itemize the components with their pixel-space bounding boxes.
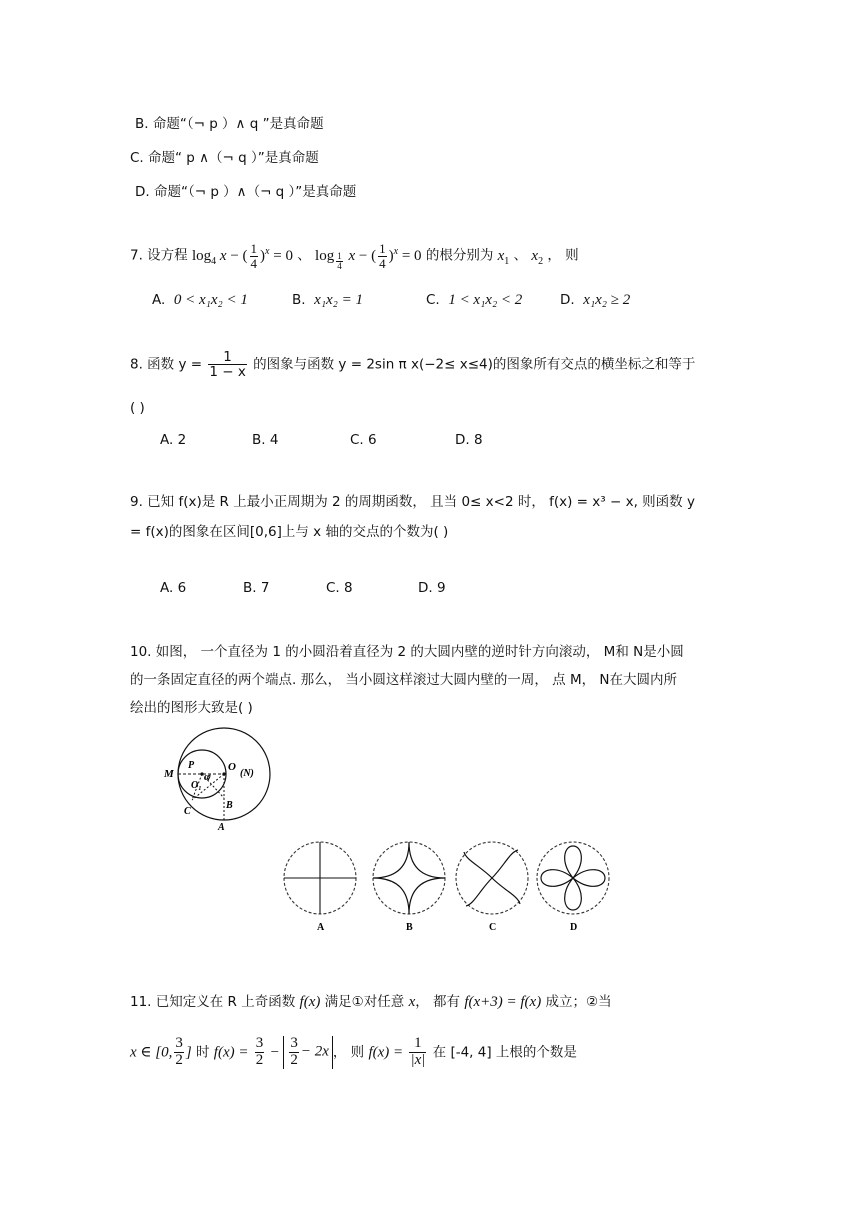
q8-post: 的图象与函数 y = 2sin π x(−2≤ x≤4)的图象所有交点的横坐标之和等于 [253, 356, 696, 373]
q8-frac-num: 1 [223, 349, 232, 365]
label-p: P [188, 760, 195, 771]
q6-option-c: C. 命题“ p ∧（¬ q ）”是真命题 [130, 150, 319, 166]
q11-fx: f(x) [299, 994, 321, 1010]
q8-pre: 8. 函数 y = [130, 356, 203, 373]
q8-option-a: A. 2 [160, 432, 187, 448]
q8-option-c: C. 6 [350, 432, 377, 448]
q11-line2: x ∈ [0, $\frac{3}{2}$ ] 时 f(x) = $\frac{3}{2}$ − $\frac{3}{2}$ − 2x ， 则 f(x) = $\frac{1}{|x|}$ 在 [-4, 4] 上根的个数是 [130, 1035, 577, 1068]
choice-b-label: B [406, 922, 413, 933]
center-o [222, 772, 225, 775]
choice-c-label: C [489, 922, 497, 933]
q10-line1: 10. 如图， 一个直径为 1 的小圆沿着直径为 2 的大圆内壁的逆时针方向滚动， M和 N是小圆 [130, 644, 684, 660]
label-b: B [226, 800, 233, 811]
choice-b-figure [373, 842, 445, 914]
q11-periodic-eq: f(x+3) = f(x) [464, 994, 542, 1010]
q10-choice-figures [280, 840, 615, 935]
q9-line1: 9. 已知 f(x)是 R 上最小正周期为 2 的周期函数， 且当 0≤ x<2 时， f(x) = x³ − x, 则函数 y [130, 494, 695, 510]
q7-option-c: C. 1 < x₁x₂ < 2 [426, 292, 523, 308]
q7-sep: 、 [513, 247, 528, 264]
q7-option-a: A. 0 < x₁x₂ < 1 [152, 292, 248, 308]
q9-option-c: C. 8 [326, 580, 353, 596]
q8-paren: ( ) [130, 400, 145, 416]
q7-option-d: D. x₁x₂ ≥ 2 [560, 292, 631, 308]
choice-d-label: D [570, 922, 578, 933]
q7-end: ， 则 [547, 247, 579, 264]
label-m: M [164, 768, 174, 780]
choice-a-label: A [317, 922, 325, 933]
q10-line3: 绘出的图形大致是( ) [130, 700, 253, 716]
q8-stem [130, 350, 695, 379]
q8-option-d: D. 8 [455, 432, 483, 448]
q8-option-b: B. 4 [252, 432, 279, 448]
q6-option-b: B. 命题“（¬ p ）∧ q ”是真命题 [135, 116, 324, 132]
choice-c-figure [456, 842, 528, 914]
q6-option-d: D. 命题“（¬ p ）∧（¬ q ）”是真命题 [135, 184, 357, 200]
label-alpha: α [204, 772, 210, 783]
q8-frac-den: 1 − x [209, 364, 246, 381]
q7-stem: 7. 设方程 $\log_4 x$ − ( $\frac{1}{4}$ )$^x$ = 0 、 log $_{\frac{1}{4}}$ x − ( $\frac{1}{4}$ )$^x$ = 0 的根分别为 $x_1$ 、 $x_2$ ， 则 [130, 241, 579, 272]
q7-equation-1: $\log_4 x$ − ( $\frac{1}{4}$ )$^x$ = 0 [191, 241, 293, 271]
label-n: (N) [240, 768, 254, 779]
q7-equation-2: log $_{\frac{1}{4}}$ x − ( $\frac{1}{4}$ )$^x$ = 0 [315, 241, 422, 272]
label-o1: O₁ [191, 780, 202, 791]
q10-line2: 的一条固定直径的两个端点. 那么， 当小圆这样滚过大圆内壁的一周， 点 M， N在大圆内所 [130, 672, 677, 688]
q7-separator: 、 [297, 247, 311, 264]
q9-option-b: B. 7 [243, 580, 270, 596]
q10-rolling-circle-figure [158, 720, 288, 838]
q7-number: 7. 设方程 [130, 247, 188, 264]
label-c: C [184, 806, 191, 817]
q11-line1: 11. 已知定义在 R 上奇函数 f(x) 满足①对任意 x， 都有 f(x+3) = f(x) 成立；②当 [130, 994, 612, 1010]
q7-root-x1: x [497, 247, 505, 264]
q11-abs-expr: $\frac{3}{2}$ − 2x [283, 1036, 333, 1069]
q7-root-x2: x [531, 247, 539, 264]
choice-d-figure [537, 842, 609, 914]
q9-option-a: A. 6 [160, 580, 187, 596]
q7-option-b: B. x₁x₂ = 1 [292, 292, 364, 308]
label-o: O [228, 761, 236, 773]
q9-option-d: D. 9 [418, 580, 446, 596]
label-a: A [218, 822, 225, 833]
q9-line2: = f(x)的图象在区间[0,6]上与 x 轴的交点的个数为( ) [130, 524, 449, 540]
q7-tail: 的根分别为 [425, 247, 494, 264]
choice-a-figure [284, 842, 356, 914]
